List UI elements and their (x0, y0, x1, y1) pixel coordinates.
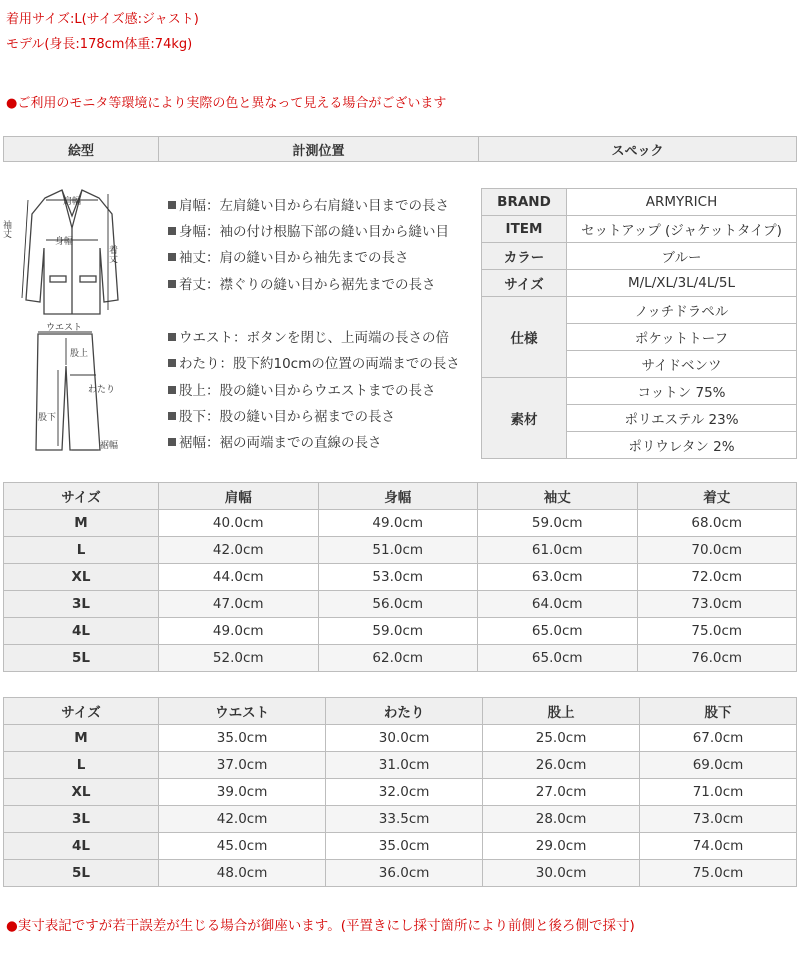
spec-value: ポリウレタン 2% (567, 432, 797, 459)
value-cell: 65.0cm (478, 645, 638, 672)
measure-item: 股下：股の縫い目から裾までの長さ (168, 405, 395, 425)
spec-row (482, 378, 797, 405)
value-cell: 30.0cm (326, 725, 483, 752)
label-shoulder: 肩幅 (63, 197, 82, 207)
section-header (3, 136, 797, 162)
measure-item: 股上：股の縫い目からウエストまでの長さ (168, 379, 436, 399)
table-row (4, 510, 797, 537)
size-cell: 4L (4, 618, 159, 645)
value-cell: 62.0cm (318, 645, 478, 672)
value-cell: 42.0cm (159, 537, 319, 564)
measure-item: 袖丈：肩の縫い目から袖先までの長さ (168, 246, 409, 266)
spec-value: ノッチドラペル (567, 297, 797, 324)
column-header: 身幅 (318, 483, 478, 510)
value-cell: 56.0cm (318, 591, 478, 618)
spec-value: セットアップ (ジャケットタイプ) (567, 216, 797, 243)
column-header: 肩幅 (159, 483, 319, 510)
value-cell: 70.0cm (637, 537, 797, 564)
bullet-square-icon (168, 201, 176, 209)
table-row (4, 537, 797, 564)
value-cell: 52.0cm (159, 645, 319, 672)
spec-row (482, 189, 797, 216)
column-header: わたり (326, 698, 483, 725)
size-cell: L (4, 537, 159, 564)
column-header: サイズ (4, 698, 159, 725)
column-header: 着丈 (637, 483, 797, 510)
jacket-size-table (3, 482, 797, 672)
footer-note: ●実寸表記ですが若干誤差が生じる場合が御座います。(平置きにし採寸箇所により前側と後ろ側で採寸) (6, 918, 635, 934)
value-cell: 30.0cm (483, 860, 640, 887)
spec-key: 素材 (482, 378, 567, 459)
table-row (4, 833, 797, 860)
value-cell: 72.0cm (637, 564, 797, 591)
spec-key: 仕様 (482, 297, 567, 378)
size-cell: XL (4, 564, 159, 591)
size-cell: M (4, 725, 159, 752)
spec-value: コットン 75% (567, 378, 797, 405)
measure-item: 裾幅：裾の両端までの直線の長さ (168, 431, 382, 451)
label-rise: 股上 (70, 349, 89, 359)
spec-key: カラー (482, 243, 567, 270)
size-cell: 5L (4, 860, 159, 887)
color-warning-note: ●ご利用のモニタ等環境により実際の色と異なって見える場合がございます (6, 96, 447, 111)
value-cell: 37.0cm (159, 752, 326, 779)
value-cell: 35.0cm (326, 833, 483, 860)
spec-value: ポリエステル 23% (567, 405, 797, 432)
table-row (4, 806, 797, 833)
column-header: 股上 (483, 698, 640, 725)
value-cell: 71.0cm (640, 779, 797, 806)
table-row (4, 564, 797, 591)
measure-item: 肩幅：左肩縫い目から右肩縫い目までの長さ (168, 194, 449, 214)
size-cell: 3L (4, 806, 159, 833)
table-row (4, 645, 797, 672)
pants-size-table (3, 697, 797, 887)
value-cell: 29.0cm (483, 833, 640, 860)
size-cell: 3L (4, 591, 159, 618)
spec-table (481, 188, 797, 459)
measure-item: 身幅：袖の付け根脇下部の縫い目から縫い目 (168, 220, 449, 240)
value-cell: 64.0cm (478, 591, 638, 618)
garment-illustration (0, 170, 160, 460)
header-spec: スペック (479, 137, 797, 162)
value-cell: 27.0cm (483, 779, 640, 806)
value-cell: 73.0cm (637, 591, 797, 618)
spec-row (482, 243, 797, 270)
label-body: 身幅 (55, 237, 74, 247)
measure-item: わたり：股下約10cmの位置の両端までの長さ (168, 352, 460, 372)
label-length: 着丈 (107, 245, 117, 263)
value-cell: 49.0cm (159, 618, 319, 645)
table-row (4, 725, 797, 752)
size-cell: XL (4, 779, 159, 806)
value-cell: 48.0cm (159, 860, 326, 887)
value-cell: 32.0cm (326, 779, 483, 806)
column-header: 袖丈 (478, 483, 638, 510)
value-cell: 76.0cm (637, 645, 797, 672)
spec-value: M/L/XL/3L/4L/5L (567, 270, 797, 297)
value-cell: 31.0cm (326, 752, 483, 779)
label-thigh: わたり (88, 385, 116, 395)
spec-value: サイドベンツ (567, 351, 797, 378)
value-cell: 49.0cm (318, 510, 478, 537)
value-cell: 39.0cm (159, 779, 326, 806)
value-cell: 61.0cm (478, 537, 638, 564)
value-cell: 69.0cm (640, 752, 797, 779)
table-row (4, 591, 797, 618)
value-cell: 75.0cm (640, 860, 797, 887)
table-header-row (4, 698, 797, 725)
spec-row (482, 270, 797, 297)
value-cell: 59.0cm (318, 618, 478, 645)
size-cell: 4L (4, 833, 159, 860)
table-header-row (4, 483, 797, 510)
value-cell: 67.0cm (640, 725, 797, 752)
wear-size-note: 着用サイズ:L(サイズ感:ジャスト) (6, 12, 199, 27)
spec-key: BRAND (482, 189, 567, 216)
value-cell: 33.5cm (326, 806, 483, 833)
bullet-square-icon (168, 412, 176, 420)
table-row (4, 779, 797, 806)
value-cell: 45.0cm (159, 833, 326, 860)
value-cell: 68.0cm (637, 510, 797, 537)
table-row (4, 860, 797, 887)
value-cell: 25.0cm (483, 725, 640, 752)
measure-item: ウエスト：ボタンを閉じ、上両端の長さの倍 (168, 326, 449, 346)
column-header: サイズ (4, 483, 159, 510)
value-cell: 63.0cm (478, 564, 638, 591)
spec-key: サイズ (482, 270, 567, 297)
measure-item: 着丈：襟ぐりの縫い目から裾先までの長さ (168, 273, 436, 293)
value-cell: 26.0cm (483, 752, 640, 779)
header-illustration: 絵型 (4, 137, 159, 162)
value-cell: 40.0cm (159, 510, 319, 537)
size-cell: L (4, 752, 159, 779)
value-cell: 73.0cm (640, 806, 797, 833)
value-cell: 47.0cm (159, 591, 319, 618)
spec-value: ブルー (567, 243, 797, 270)
label-waist: ウエスト (46, 323, 83, 333)
column-header: ウエスト (159, 698, 326, 725)
value-cell: 44.0cm (159, 564, 319, 591)
value-cell: 28.0cm (483, 806, 640, 833)
table-row (4, 752, 797, 779)
jacket-icon (26, 190, 118, 314)
size-cell: 5L (4, 645, 159, 672)
spec-key: ITEM (482, 216, 567, 243)
bullet-square-icon (168, 333, 176, 341)
table-row (4, 618, 797, 645)
value-cell: 74.0cm (640, 833, 797, 860)
bullet-square-icon (168, 227, 176, 235)
value-cell: 53.0cm (318, 564, 478, 591)
value-cell: 35.0cm (159, 725, 326, 752)
value-cell: 59.0cm (478, 510, 638, 537)
model-note: モデル(身長:178cm体重:74kg) (6, 37, 193, 52)
value-cell: 42.0cm (159, 806, 326, 833)
size-cell: M (4, 510, 159, 537)
bullet-square-icon (168, 280, 176, 288)
value-cell: 65.0cm (478, 618, 638, 645)
value-cell: 75.0cm (637, 618, 797, 645)
bullet-square-icon (168, 359, 176, 367)
value-cell: 51.0cm (318, 537, 478, 564)
bullet-square-icon (168, 386, 176, 394)
bullet-square-icon (168, 438, 176, 446)
bullet-square-icon (168, 253, 176, 261)
spec-row (482, 216, 797, 243)
spec-value: ARMYRICH (567, 189, 797, 216)
spec-value: ポケットトーフ (567, 324, 797, 351)
label-inseam: 股下 (38, 413, 57, 423)
value-cell: 36.0cm (326, 860, 483, 887)
label-sleeve: 袖丈 (1, 220, 11, 238)
label-hem: 裾幅 (100, 441, 119, 451)
header-measure-position: 計測位置 (159, 137, 479, 162)
spec-row (482, 297, 797, 324)
column-header: 股下 (640, 698, 797, 725)
